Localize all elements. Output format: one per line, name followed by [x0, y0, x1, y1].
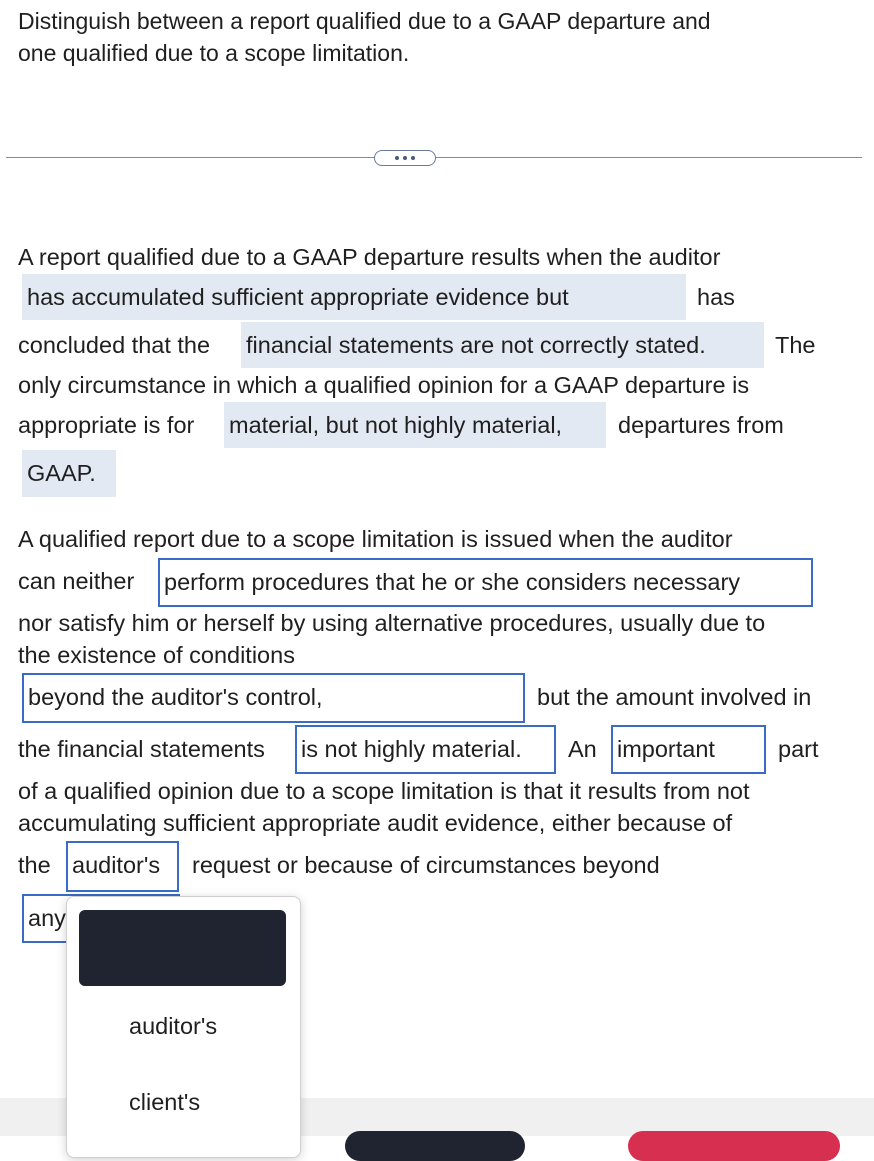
text-has: has [697, 284, 735, 310]
answer-2: financial statements are not correctly stated. [246, 332, 706, 358]
dropdown-menu [66, 896, 301, 1158]
question-line-2: one qualified due to a scope limitation. [18, 40, 410, 66]
answer-4: GAAP. [27, 460, 96, 486]
text-departures: departures from [618, 412, 784, 438]
para1-line-4: only circumstance in which a qualified opinion for a GAAP departure is [18, 372, 750, 398]
text-can-neither: can neither [18, 568, 135, 594]
dropdown-option-auditors[interactable]: auditor's [129, 1013, 218, 1039]
text-an: An [568, 736, 597, 762]
answer-3: material, but not highly material, [229, 412, 563, 438]
dropdown-important[interactable]: important [611, 725, 766, 774]
para1-line-1: A report qualified due to a GAAP departure results when the auditor [18, 244, 721, 270]
answer-1: has accumulated sufficient appropriate evidence but [27, 284, 569, 310]
ellipsis-icon [395, 156, 399, 160]
dropdown-whose-request[interactable]: auditor's [66, 841, 179, 892]
more-button[interactable] [374, 150, 436, 166]
text-concluded: concluded that the [18, 332, 211, 358]
text-the-2: the [18, 852, 51, 878]
dropdown-beyond-control[interactable]: beyond the auditor's control, [22, 673, 525, 723]
text-the: The [775, 332, 816, 358]
dropdown-procedures[interactable]: perform procedures that he or she considers necessary [158, 558, 813, 607]
text-financial-statements: the financial statements [18, 736, 265, 762]
para2-line-1: A qualified report due to a scope limitation is issued when the auditor [18, 526, 733, 552]
para2-line-9: accumulating sufficient appropriate audit evidence, either because of [18, 810, 733, 836]
text-appropriate: appropriate is for [18, 412, 195, 438]
text-request: request or because of circumstances beyond [192, 852, 660, 878]
text-part: part [778, 736, 819, 762]
dropdown-materiality[interactable]: is not highly material. [295, 725, 556, 774]
dropdown-open[interactable]: any [22, 894, 180, 943]
question-line-1: Distinguish between a report qualified due to a GAAP departure and [18, 8, 711, 34]
para2-line-4: the existence of conditions [18, 642, 295, 668]
para2-line-3: nor satisfy him or herself by using alternative procedures, usually due to [18, 610, 766, 636]
dropdown-selected-option[interactable] [79, 910, 286, 986]
dropdown-option-clients[interactable]: client's [129, 1089, 201, 1115]
para2-line-8: of a qualified opinion due to a scope limitation is that it results from not [18, 778, 750, 804]
text-amount-involved: but the amount involved in [537, 684, 812, 710]
